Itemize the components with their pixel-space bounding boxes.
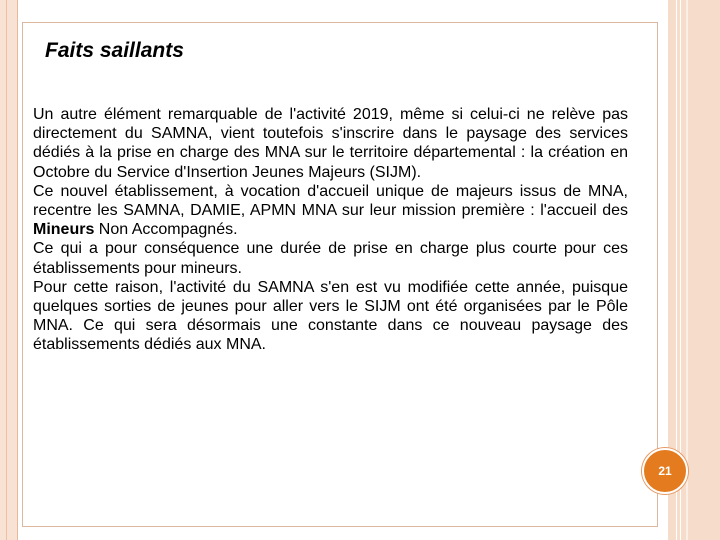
slide-title: Faits saillants (45, 39, 184, 62)
paragraph-consequence: Ce qui a pour conséquence une durée de prise en charge plus courte pour ces établissements pour mineurs. (33, 240, 628, 277)
paragraph-new-establishment (33, 182, 628, 240)
paragraph-text: Ce nouvel établissement, à vocation d'accueil unique de majeurs issus de MNA, recentre les SAMNA, DAMIE, APMN MNA sur leur mission première : l'accueil des (33, 182, 628, 220)
left-decorative-band (0, 0, 18, 540)
right-band-stripe (686, 0, 688, 540)
bold-mineurs: Mineurs (33, 221, 95, 239)
page-number-badge: 21 (642, 448, 688, 494)
paragraph-text: Non Accompagnés. (94, 221, 238, 239)
slide-body (33, 105, 628, 355)
paragraph-activity-change: Pour cette raison, l'activité du SAMNA s'en est vu modifiée cette année, puisque quelques sorties de jeunes pour aller vers le SIJM ont été organisées par le Pôle MNA. Ce qui sera désormais une constante dans ce nouveau paysage des établissements dédiés aux MNA. (33, 278, 628, 354)
paragraph-sijm-creation: Un autre élément remarquable de l'activité 2019, même si celui-ci ne relève pas directement du SAMNA, vient toutefois s'inscrire dans le paysage des services dédiés à la prise en charge des MNA sur le territoire départemental : la création en Octobre du Service d'Insertion Jeunes Majeurs (SIJM). (33, 106, 628, 181)
